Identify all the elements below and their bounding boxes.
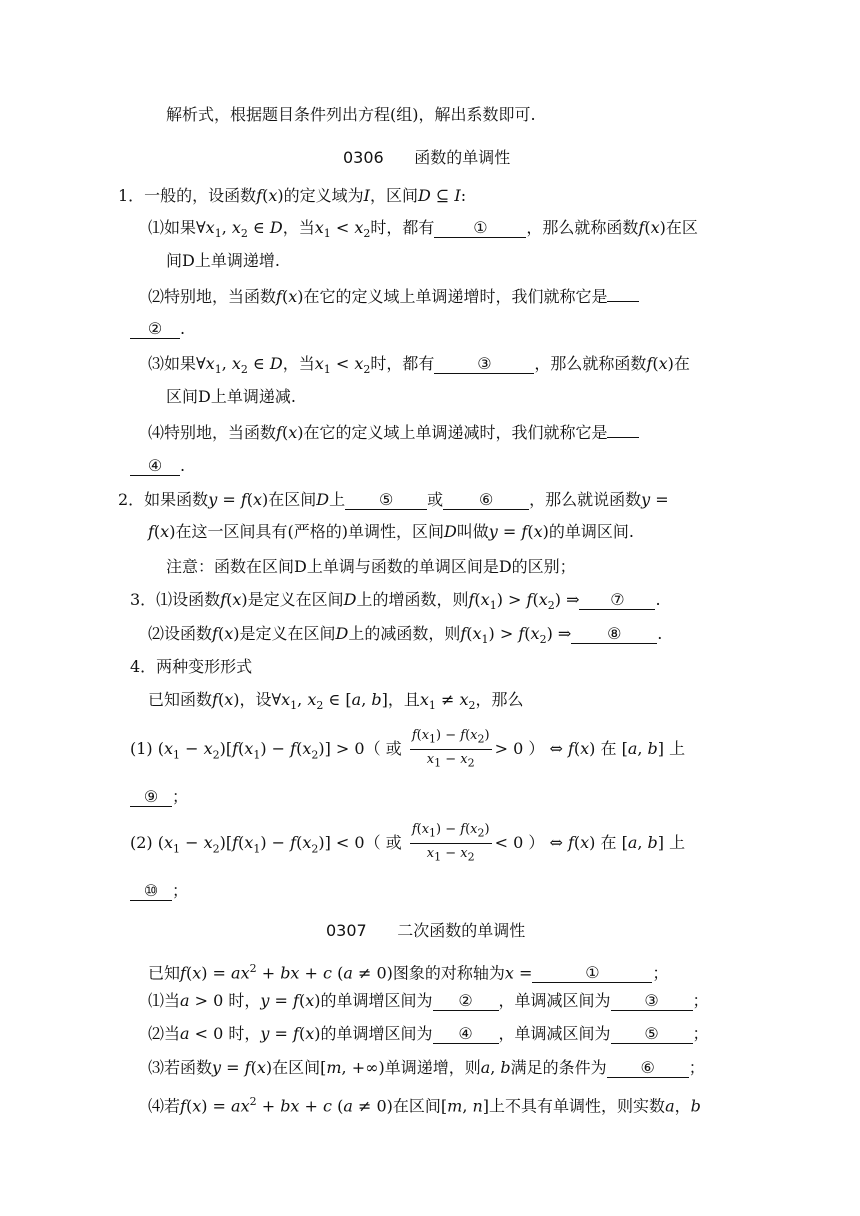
blank-2-start [607, 301, 639, 302]
quad-blank-3[interactable]: ③ [611, 992, 693, 1011]
item-4-rule-2-answer: ⑩ ； [130, 880, 188, 902]
blank-8[interactable]: ⑧ [571, 625, 657, 644]
quad-blank-5[interactable]: ⑤ [611, 1025, 693, 1044]
blank-7[interactable]: ⑦ [579, 591, 655, 610]
item-3a-line: 3．⑴设函数f(x)是定义在区间D上的增函数，则$f(x_1) > f(x_2)$ ⇒ ⑦ . [130, 590, 661, 613]
blank-6[interactable]: ⑥ [443, 491, 529, 510]
intro-line: 解析式，根据题目条件列出方程(组)，解出系数即可. [166, 105, 536, 124]
section-heading-0307: 0307 二次函数的单调性 [326, 921, 526, 940]
blank-4[interactable]: ④ [130, 457, 180, 476]
item-1b-line: ⑵特别地，当函数f(x)在它的定义域上单调递增时，我们就称它是 [148, 286, 639, 308]
item-4-rule-1: (1) $(x_1 - x_2)[f(x_1) - f(x_2)] > 0$（ 或 $\frac{f(x_1) - f(x_2)}{x_1 - x_2}$ > 0 ） ⇔ f(x) 在 [a, b] 上 [130, 728, 686, 770]
quad-blank-4[interactable]: ④ [433, 1025, 499, 1044]
item-3b-line: ⑵设函数f(x)是定义在区间D上的减函数，则$f(x_1) > f(x_2)$ ⇒ ⑧ . [148, 624, 663, 647]
quad-case-2: ⑵当a < 0 时，y = f(x)的单调增区间为 ④ ，单调减区间为 ⑤ ； [148, 1024, 709, 1043]
blank-1[interactable]: ① [434, 219, 526, 238]
blank-4-start [607, 437, 639, 438]
quad-case-1: ⑴当a > 0 时，y = f(x)的单调增区间为 ② ，单调减区间为 ③ ； [148, 991, 709, 1010]
quad-blank-6[interactable]: ⑥ [607, 1059, 689, 1078]
blank-3[interactable]: ③ [434, 355, 534, 374]
item-4-rule-1-answer: ⑨ ； [130, 786, 188, 808]
blank-2[interactable]: ② [130, 320, 180, 339]
item-4-rule-2: (2) $(x_1 - x_2)[f(x_1) - f(x_2)] < 0$（ 或 $\frac{f(x_1) - f(x_2)}{x_1 - x_2}$ < 0 ） ⇔ f(x) 在 [a, b] 上 [130, 822, 686, 864]
item-4-title: 4．两种变形形式 [130, 657, 253, 676]
quad-blank-1[interactable]: ① [532, 964, 652, 983]
item-2-line: 2．如果函数y = f(x)在区间D上 ⑤ 或 ⑥ ，那么就说函数y = [118, 490, 669, 509]
item-1a-line: ⑴如果$\forall x_1$, $x_2$ ∈ D，当$x_1 < x_2$时，都有 ① ，那么就称函数f(x)在区 [148, 218, 698, 241]
item-2-line2: f(x)在这一区间具有(严格的)单调性，区间D叫做y = f(x)的单调区间. [148, 522, 634, 541]
blank-9[interactable]: ⑨ [130, 788, 172, 807]
quad-blank-2[interactable]: ② [433, 992, 499, 1011]
blank-5[interactable]: ⑤ [345, 491, 427, 510]
quad-case-3: ⑶若函数y = f(x)在区间[m, +∞)单调递增，则a, b满足的条件为 ⑥ ； [148, 1058, 705, 1077]
quad-case-4: ⑷若$f(x) = ax^2$ + bx + c (a ≠ 0)在区间[m, n]上不具有单调性，则实数a，b [148, 1095, 701, 1116]
item-1c-line: ⑶如果$\forall x_1$, $x_2$ ∈ D，当$x_1 < x_2$时，都有 ③ ，那么就称函数f(x)在 [148, 354, 690, 377]
item-4-intro: 已知函数f(x)，设$\forall x_1$, $x_2$ ∈ [a, b]，且$x_1 \ne x_2$，那么 [148, 690, 524, 713]
difference-quotient-1: $\frac{f(x_1) - f(x_2)}{x_1 - x_2}$ [411, 728, 490, 770]
item-1d-line: ⑷特别地，当函数f(x)在它的定义域上单调递减时，我们就称它是 [148, 422, 639, 444]
item-1b-line2: ② . [130, 318, 185, 340]
item-1c-line2: 区间D上单调递减. [166, 387, 296, 406]
item-2-note: 注意：函数在区间D上单调与函数的单调区间是D的区别； [166, 557, 576, 576]
blank-10[interactable]: ⑩ [130, 882, 172, 901]
section-heading-0306: 0306 函数的单调性 [343, 148, 511, 167]
item-1a-line2: 间D上单调递增. [166, 251, 280, 270]
item-1d-line2: ④ . [130, 455, 185, 477]
difference-quotient-2: $\frac{f(x_1) - f(x_2)}{x_1 - x_2}$ [411, 822, 490, 864]
quad-axis-line: 已知$f(x) = ax^2$ + bx + c (a ≠ 0)图象的对称轴为x = ① ； [148, 962, 669, 983]
item-1-line: 1．一般的，设函数f(x)的定义域为I，区间D ⊆ I: [118, 186, 467, 205]
